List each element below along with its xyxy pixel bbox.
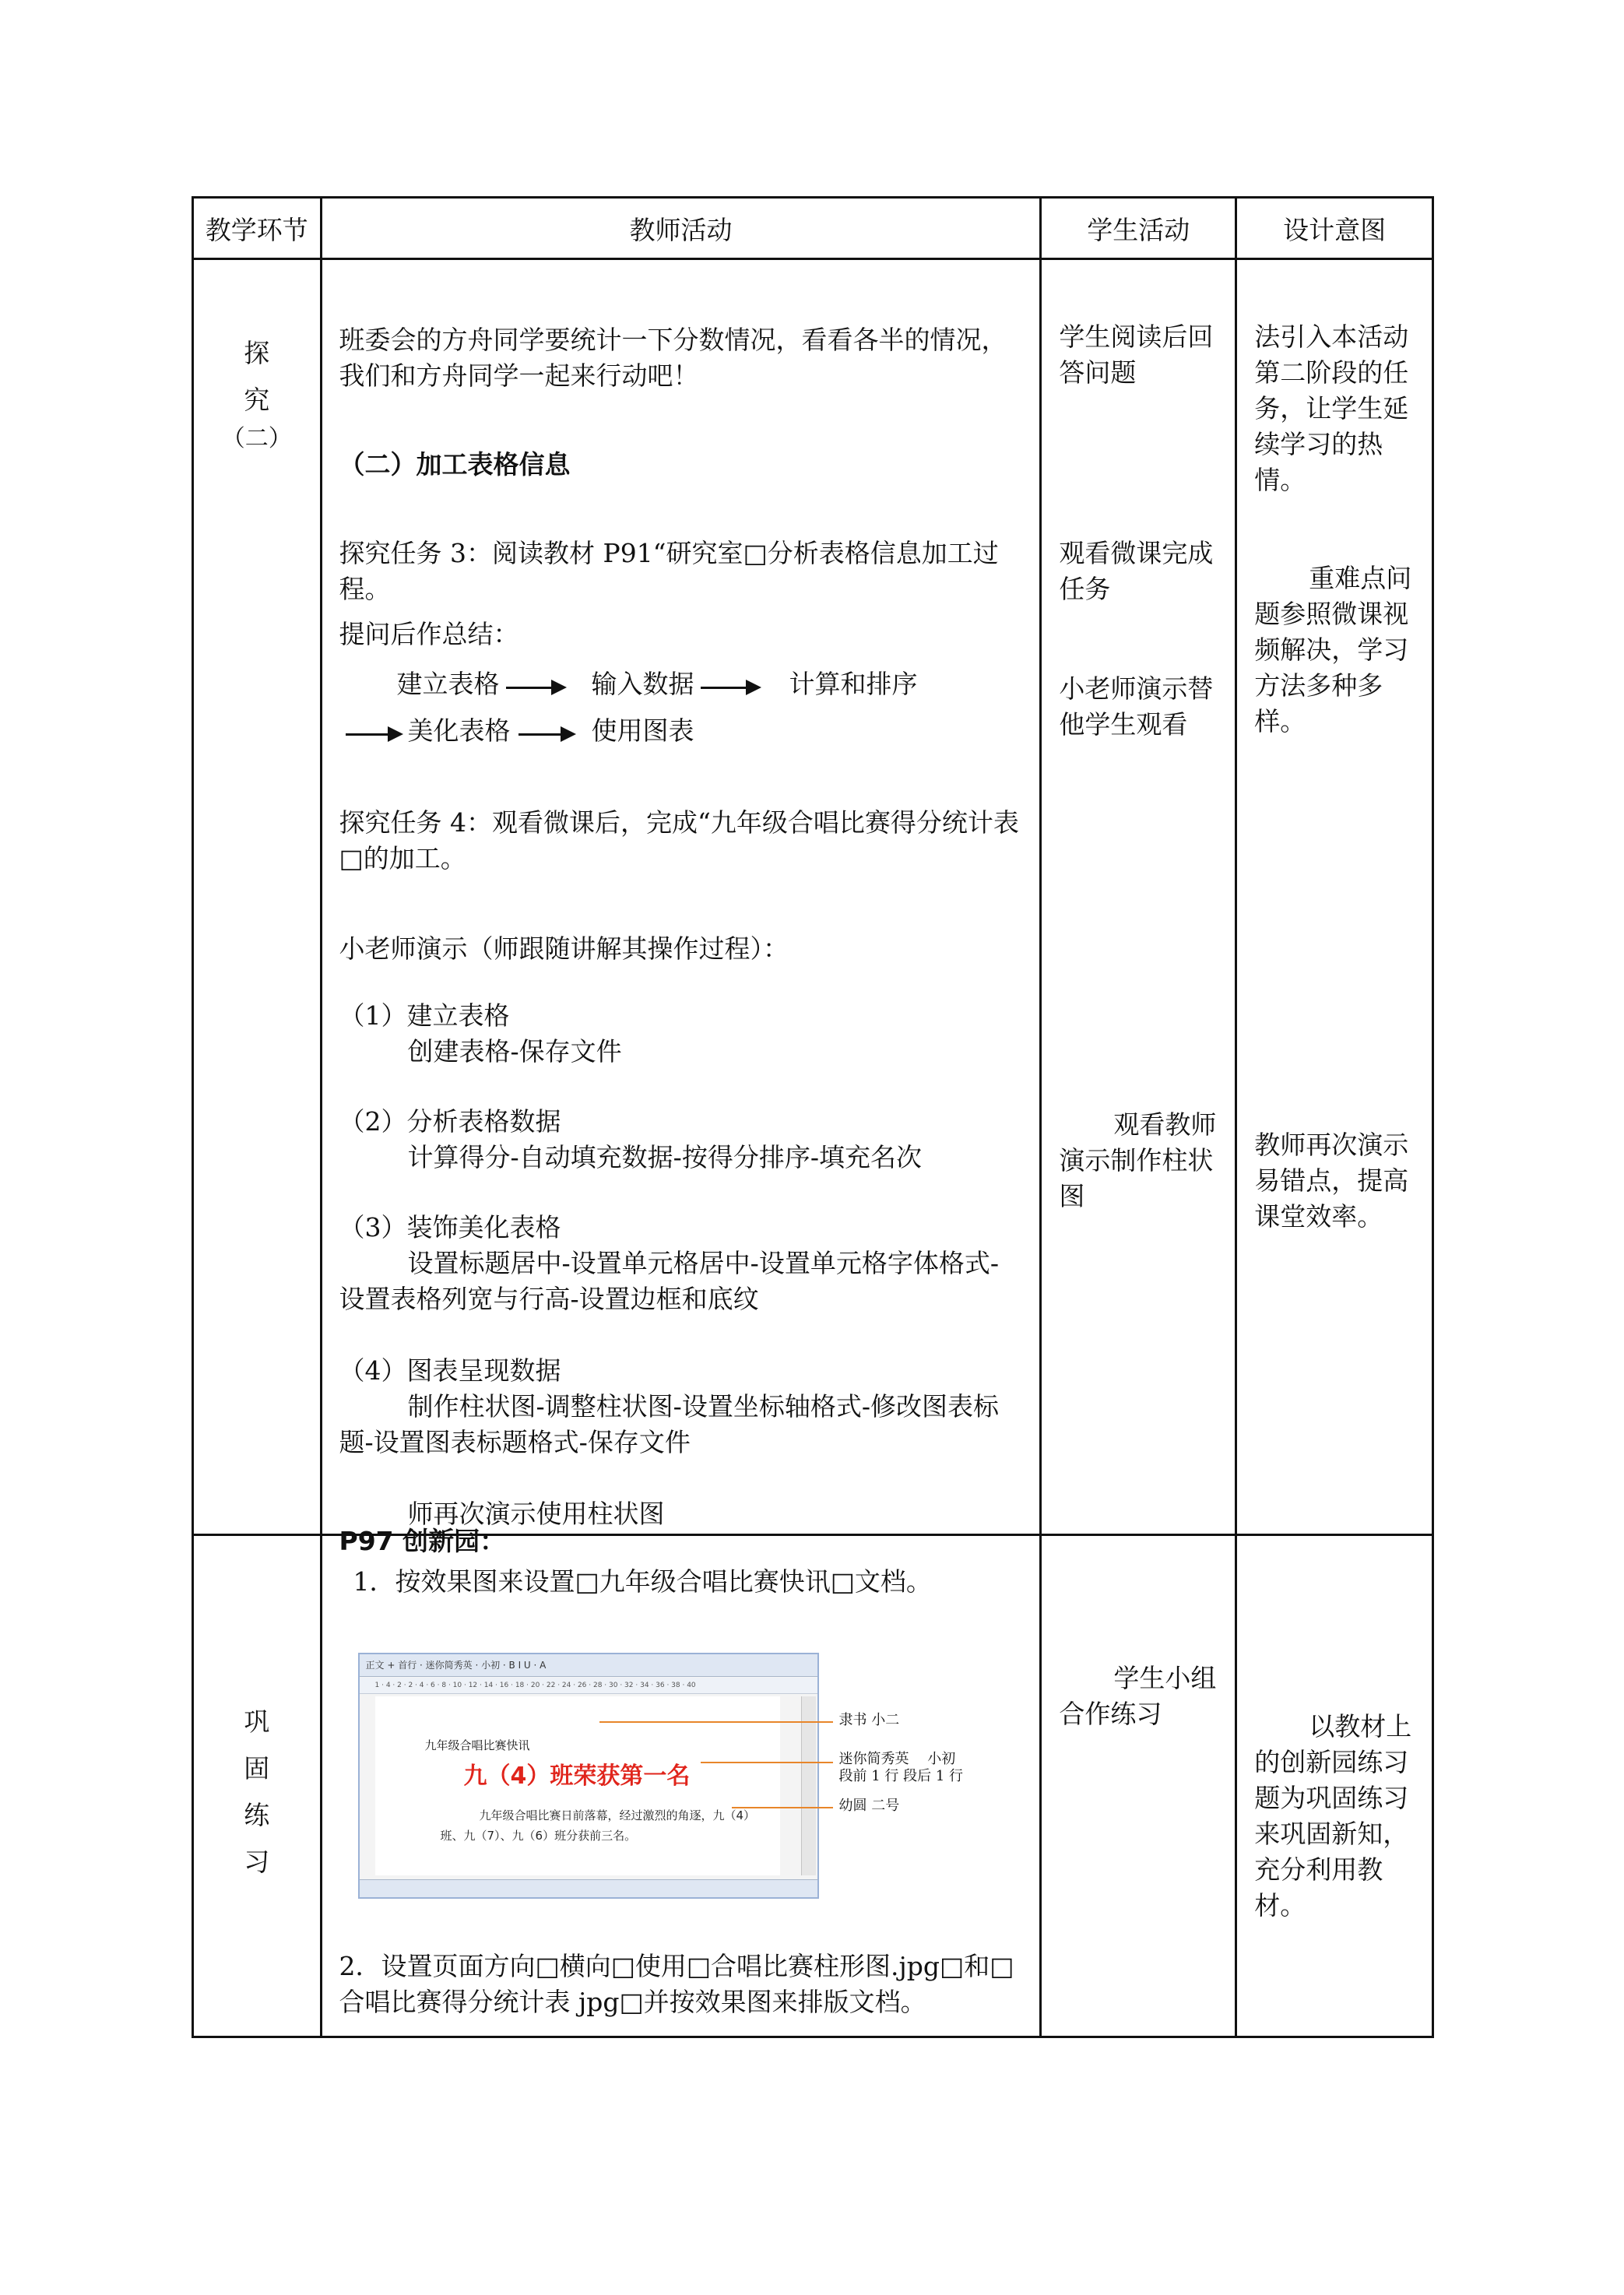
student-activity-cell — [1041, 1535, 1236, 2037]
word-toolbar: 正文 + 首行 · 迷你简秀英 · 小初 · B I U · A — [360, 1654, 817, 1677]
header-student: 学生活动 — [1041, 198, 1236, 259]
callout-line — [732, 1807, 833, 1808]
table-header-row — [193, 198, 1433, 259]
doc-headline: 九（4）班荣获第一名 — [463, 1763, 691, 1790]
exercise-item: 1．按效果图来设置□九年级合唱比赛快讯□文档。 — [353, 1566, 932, 1597]
student-text: 学生小组合作练习 — [1059, 1663, 1217, 1729]
task4-text: 探究任务 4：观看微课后，完成“九年级合唱比赛得分统计表□的加工。 — [339, 807, 1019, 873]
step1-title: （1）建立表格 — [339, 1000, 510, 1031]
student-text: 小老师演示替他学生观看 — [1059, 673, 1214, 740]
lesson-plan-table — [192, 196, 1434, 2038]
flow-step: 输入数据 — [591, 669, 694, 699]
flow-step: 建立表格 — [396, 669, 500, 699]
stage-char: （二） — [221, 425, 292, 452]
word-document — [375, 1696, 780, 1875]
doc-title: 九年级合唱比赛快讯 — [424, 1738, 530, 1752]
design-text: 教师再次演示易错点，提高课堂效率。 — [1254, 1130, 1409, 1232]
flow-step: 使用图表 — [591, 715, 694, 746]
callout-label: 幼圆 二号 — [838, 1798, 900, 1814]
step3-body: 设置标题居中-设置单元格居中-设置单元格字体格式-设置表格列宽与行高-设置边框和底纹 — [339, 1248, 999, 1314]
header-stage: 教学环节 — [193, 198, 322, 259]
flow-arrow-icon — [346, 733, 400, 736]
step2-title: （2）分析表格数据 — [339, 1106, 561, 1137]
step2-body: 计算得分-自动填充数据-按得分排序-填充名次 — [407, 1142, 922, 1172]
step1-body: 创建表格-保存文件 — [407, 1036, 622, 1067]
student-text: 观看教师演示制作柱状图 — [1059, 1109, 1217, 1211]
flow-step: 计算和排序 — [789, 669, 918, 699]
stage-char: 练 — [244, 1800, 270, 1830]
summary-label: 提问后作总结： — [339, 619, 519, 649]
design-intent-cell — [1236, 1535, 1433, 2037]
step4-body: 制作柱状图-调整柱状图-设置坐标轴格式-修改图表标题-设置图表标题格式-保存文件 — [339, 1391, 999, 1457]
design-text: 重难点问题参照微课视频解决，学习方法多种多样。 — [1254, 563, 1412, 736]
table-row — [193, 259, 1433, 1535]
flow-step: 美化表格 — [407, 715, 511, 746]
student-text: 观看微课完成任务 — [1059, 538, 1214, 604]
word-scrollbar — [801, 1696, 816, 1875]
stage-char: 习 — [244, 1847, 270, 1877]
callout-label: 段前 1 行 段后 1 行 — [838, 1768, 964, 1784]
callout-line — [701, 1762, 833, 1763]
flow-arrow-icon — [518, 733, 573, 736]
callout-line — [599, 1721, 833, 1723]
stage-char: 探 — [244, 338, 270, 368]
doc-body: 九年级合唱比赛日前落幕，经过激烈的角逐，九（4）班、九（7）、九（6）班分获前三名。 — [440, 1808, 750, 1843]
teacher-activity-cell — [321, 259, 1041, 1535]
teacher-activity-cell — [321, 1526, 1041, 2037]
word-statusbar — [360, 1879, 817, 1897]
effect-screenshot — [343, 1645, 1012, 1900]
exercise-item: 2．设置页面方向□横向□使用□合唱比赛柱形图.jpg□和□合唱比赛得分统计表 jpg□并按效果图来排版文档。 — [339, 1951, 1014, 2017]
stage-cell — [193, 1535, 322, 2037]
student-activity-cell — [1041, 259, 1236, 1535]
demo-intro: 小老师演示（师跟随讲解其操作过程）： — [339, 933, 789, 964]
design-intent-cell — [1236, 259, 1433, 1535]
step4-title: （4）图表呈现数据 — [339, 1355, 561, 1386]
design-text: 法引入本活动第二阶段的任务，让学生延续学习的热情。 — [1254, 322, 1409, 495]
stage-char: 巩 — [244, 1706, 270, 1737]
section-title: （二）加工表格信息 — [339, 449, 571, 480]
flow-arrow-icon — [701, 687, 758, 689]
header-teacher: 教师活动 — [321, 198, 1041, 259]
callout-label: 迷你简秀英 小初 — [838, 1751, 956, 1767]
intro-text: 班委会的方舟同学要统计一下分数情况，看看各半的情况，我们和方舟同学一起来行动吧！ — [339, 325, 1007, 391]
stage-char: 究 — [244, 385, 270, 415]
header-design: 设计意图 — [1236, 198, 1433, 259]
exercise-title: P97 创新园： — [339, 1526, 506, 1556]
word-ruler: 1 · 4 · 2 · 2 · 4 · 6 · 8 · 10 · 12 · 14 · 16 · 18 · 20 · 22 · 24 · 26 · 28 · 30 · 32 · 34 · 36 · 38 · 40 — [360, 1678, 817, 1694]
stage-char: 固 — [244, 1753, 270, 1784]
callout-label: 隶书 小二 — [838, 1712, 900, 1728]
step3-title: （3）装饰美化表格 — [339, 1212, 561, 1242]
stage-cell — [193, 259, 322, 1535]
closing-text: 师再次演示使用柱状图 — [407, 1499, 665, 1529]
word-window — [358, 1653, 819, 1899]
task3-text: 探究任务 3：阅读教材 P91“研究室□分析表格信息加工过程。 — [339, 538, 999, 604]
design-text: 以教材上的创新园练习题为巩固练习来巩固新知，充分利用教材。 — [1254, 1711, 1412, 1921]
flow-arrow-icon — [506, 687, 564, 689]
student-text: 学生阅读后回答问题 — [1059, 322, 1214, 388]
table-row — [193, 1535, 1433, 2037]
